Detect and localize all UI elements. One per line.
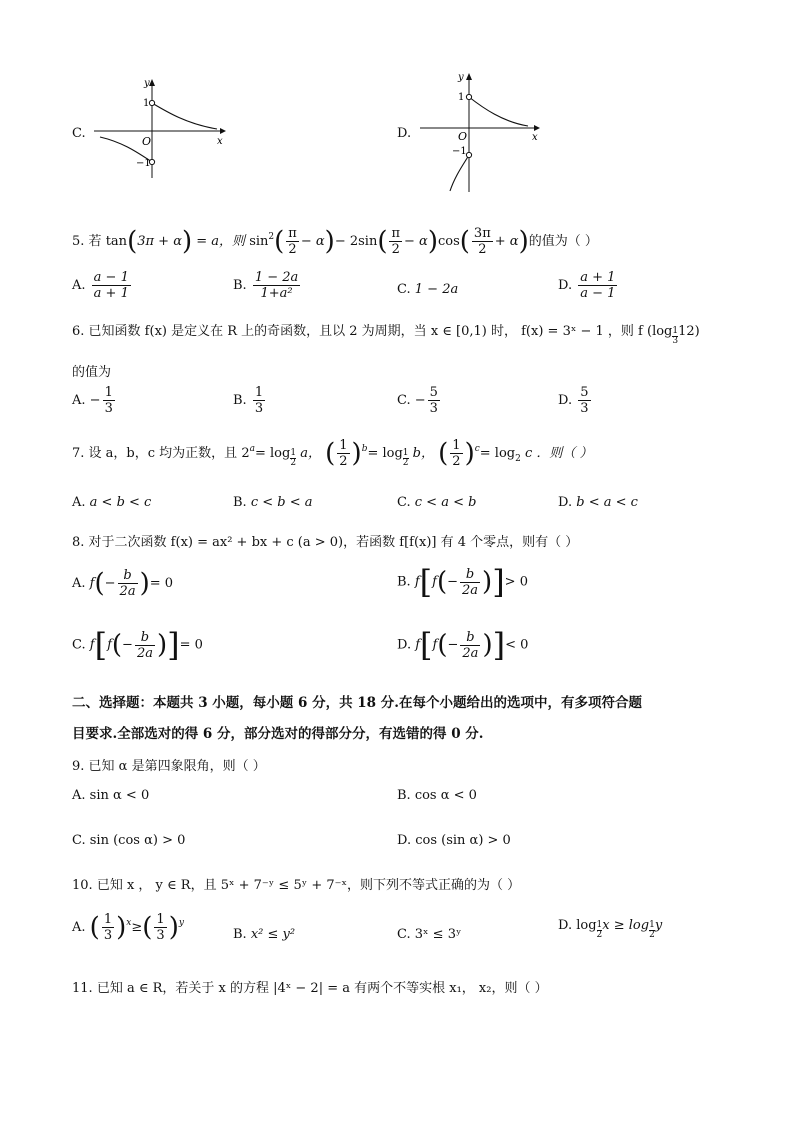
- q5-option-c[interactable]: [397, 282, 458, 297]
- q7-frac-den-b: 2: [339, 454, 348, 469]
- graph-c: [92, 74, 232, 178]
- q7-a-var: a，: [300, 446, 321, 461]
- q5-arg: 3π + α: [137, 234, 182, 249]
- q8-number: 8.: [72, 535, 85, 550]
- q5-cos: cos: [437, 234, 460, 249]
- q8-c-b: b: [135, 630, 155, 646]
- option-d-label: D.: [397, 126, 412, 141]
- q5-number: 5.: [72, 234, 85, 249]
- q6-line1: [72, 320, 700, 346]
- q9-number: 9.: [72, 759, 85, 774]
- q5-option-b-den: 1+a²: [260, 286, 293, 301]
- q7-two: 2: [241, 446, 250, 461]
- q7-c-var: c ．则（ ）: [525, 446, 593, 461]
- q5-option-a-num: a − 1: [93, 270, 129, 285]
- q8-option-a-tail: = 0: [149, 576, 174, 591]
- q5-option-a-den: a + 1: [93, 286, 129, 301]
- q9-text: 已知 α 是第四象限角，则（ ）: [88, 759, 266, 774]
- q10-d-base-num-1: 1: [596, 920, 603, 930]
- graph-c-tick-neg1: −1: [136, 158, 151, 169]
- q6-option-a-num: 1: [104, 385, 113, 400]
- q6-option-d[interactable]: [558, 385, 593, 416]
- q10-text: 已知 x ， y ∈ R，且 5ˣ + 7⁻ʸ ≤ 5ʸ + 7⁻ˣ，则下列不等式正确的为（ ）: [96, 878, 521, 893]
- q7-frac-den-c: 2: [452, 454, 461, 469]
- q6-option-b-num: 1: [254, 385, 264, 400]
- q7-option-d-text: b < a < c: [576, 495, 638, 510]
- option-c-label: C.: [72, 126, 86, 141]
- q10-option-b-text: x² ≤ y²: [250, 927, 296, 942]
- q6-f-log: f (log: [638, 324, 673, 339]
- graph-d-y-label: y: [458, 72, 464, 83]
- q10-a-exp-y: y: [178, 918, 184, 928]
- graph-c-tick-1: 1: [143, 98, 150, 109]
- graph-d: [418, 68, 548, 194]
- q5-minus-alpha-2: − α: [404, 234, 428, 249]
- q9-option-c-text: sin (cos α) > 0: [89, 833, 186, 848]
- graph-d-x-label: x: [532, 132, 538, 143]
- q8-line: [72, 531, 578, 550]
- q6-log-base-num: 1: [672, 326, 679, 336]
- q10-a-geq: ≥: [131, 920, 143, 935]
- q6-option-c[interactable]: [397, 385, 442, 416]
- q5-two-1: 2: [288, 242, 297, 257]
- q8-d-2a: 2a: [462, 645, 479, 661]
- q10-option-b-label: B.: [233, 927, 247, 942]
- q8-option-d-label: D.: [397, 637, 412, 653]
- q5-tan: tan: [105, 234, 128, 249]
- q8-option-b[interactable]: B. f[f(− $\frac{b}{2a}$ )]> 0: [397, 563, 528, 601]
- q7-option-d-label: D.: [558, 495, 573, 510]
- q8-option-a-label: A.: [72, 576, 86, 591]
- q10-d-y: y: [654, 918, 663, 933]
- q9-option-d-text: cos (sin α) > 0: [415, 833, 511, 848]
- q10-a-num-2: 1: [156, 912, 165, 927]
- q6-option-a[interactable]: [72, 385, 117, 416]
- graph-d-origin: O: [458, 130, 468, 143]
- q5-option-d-label: D.: [558, 278, 573, 293]
- q9-line: [72, 755, 266, 774]
- q5-option-b-num: 1 − 2a: [254, 270, 299, 285]
- q11-number: 11.: [72, 981, 93, 996]
- q11-line: [72, 977, 548, 996]
- q5-pi-2: π: [391, 226, 401, 241]
- q10-option-c-text: 3ˣ ≤ 3ʸ: [414, 927, 462, 942]
- q10-option-a-label: A.: [72, 920, 86, 935]
- q6-option-a-sign: −: [89, 393, 101, 408]
- q8-text: 对于二次函数 f(x) = ax² + bx + c (a > 0)，若函数 f[f(x)] 有 4 个零点，则有（ ）: [88, 535, 579, 550]
- q8-option-c-tail: = 0: [179, 637, 203, 653]
- q5-minus-alpha-1: − α: [300, 234, 325, 249]
- q6-line2: 的值为: [72, 365, 112, 380]
- q7-eq-log-2: = log: [367, 446, 403, 461]
- q5-option-d-den: a − 1: [580, 286, 616, 301]
- q10-line: [72, 874, 520, 893]
- q8-a-2a: 2a: [119, 584, 136, 599]
- graph-c-origin: O: [142, 135, 152, 148]
- q7-frac-num-c: 1: [452, 438, 461, 453]
- q10-option-d-label: D.: [558, 918, 573, 933]
- q6-number: 6.: [72, 324, 85, 339]
- q5-option-a-label: A.: [72, 278, 86, 293]
- q5-sin2: sin: [249, 234, 269, 249]
- q7-option-c-label: C.: [397, 495, 411, 510]
- q9-option-a-label: A.: [72, 788, 86, 803]
- q9-option-d[interactable]: [397, 833, 511, 848]
- q9-option-c[interactable]: [72, 833, 185, 848]
- q9-option-c-label: C.: [72, 833, 86, 848]
- q6-option-b-label: B.: [233, 393, 247, 408]
- q10-option-c[interactable]: [397, 927, 461, 942]
- q7-a-exp: a: [249, 444, 255, 454]
- q10-option-c-label: C.: [397, 927, 411, 942]
- q5-minus-2sin: − 2sin: [334, 234, 378, 249]
- q7-option-b-text: c < b < a: [250, 495, 313, 510]
- q10-option-b[interactable]: [233, 927, 295, 942]
- q5-line: 5. 若 tan(3π + α) = a，则 $\sin^2$( $\frac{\pi}{2}$ − α)− 2sin( $\frac{\pi}{2}$ − α)cos( $\frac{3\pi}{2}$ + α)的值为（ ）: [72, 226, 598, 257]
- q5-option-d-num: a + 1: [580, 270, 616, 285]
- q8-c-2a: 2a: [136, 645, 153, 661]
- q8-option-c-label: C.: [72, 637, 86, 653]
- q10-d-log-1: log: [576, 918, 597, 933]
- q5-pi-1: π: [288, 226, 297, 241]
- q8-option-b-label: B.: [397, 574, 411, 590]
- q5-pre: 若: [88, 234, 102, 249]
- q6-log-base-den: 3: [672, 336, 679, 346]
- q6-option-a-label: A.: [72, 393, 86, 408]
- q7-option-a-text: a < b < c: [89, 495, 152, 510]
- q9-option-b-label: B.: [397, 788, 411, 803]
- graph-d-tick-neg1: −1: [452, 146, 467, 157]
- q5-option-c-text: 1 − 2a: [414, 282, 459, 297]
- q10-a-den-1: 3: [103, 928, 113, 943]
- q8-d-b: b: [460, 630, 480, 646]
- q6-text: 已知函数 f(x) 是定义在 R 上的奇函数，且以 2 为周期，当 x ∈ [0,1) 时， f(x) = 3ˣ − 1 ，则: [88, 324, 634, 339]
- q7-log2-base: 2: [515, 454, 521, 464]
- q5-plus-alpha: + α: [494, 234, 519, 249]
- q7-half-num-1: 1: [290, 448, 297, 458]
- q10-d-base-num-2: 1: [649, 920, 655, 930]
- q5-two-3: 2: [478, 242, 487, 257]
- q6-option-c-den: 3: [429, 401, 438, 416]
- q6-option-d-num: 5: [580, 385, 589, 400]
- q7-option-b-label: B.: [233, 495, 247, 510]
- q5-option-d[interactable]: [558, 270, 619, 301]
- q8-option-a[interactable]: A. f(− $\frac{b}{2a}$ )= 0: [72, 568, 174, 599]
- section2-line2: 目要求.全部选对的得 6 分，部分选对的得部分分，有选错的得 0 分.: [72, 726, 484, 742]
- q11-text: 已知 a ∈ R，若关于 x 的方程 |4ˣ − 2| = a 有两个不等实根 x₁， x₂，则（ ）: [96, 981, 548, 996]
- q5-option-b[interactable]: [233, 270, 302, 301]
- q9-option-b-text: cos α < 0: [414, 788, 477, 803]
- q9-option-a[interactable]: [72, 788, 149, 803]
- q7-option-a-label: A.: [72, 495, 86, 510]
- q8-option-b-tail: > 0: [504, 574, 528, 590]
- q7-option-b[interactable]: [233, 495, 313, 510]
- q6-log-arg: 12): [678, 324, 700, 339]
- q10-d-base-den-1: 2: [596, 930, 603, 940]
- q10-a-num-1: 1: [103, 912, 113, 927]
- q8-a-b: b: [118, 568, 138, 584]
- q5-option-b-label: B.: [233, 278, 247, 293]
- q7-line: 7. 设 a，b，c 均为正数，且 $2^a= \log$ $\frac{1}{2}$ a， ( $\frac{1}{2}$ )$^b$= log $\frac{1}{2}$ b， ( $\frac{1}{2}$ )$^c= \log_2 c$ ．则（ ）: [72, 438, 593, 469]
- q7-option-a[interactable]: [72, 495, 151, 510]
- q6-option-b-den: 3: [254, 401, 264, 416]
- section2-line1: 二、选择题：本题共 3 小题，每小题 6 分，共 18 分.在每个小题给出的选项中，有多项符合题: [72, 695, 642, 711]
- q10-option-d[interactable]: [558, 918, 662, 940]
- q7-half-den-2: 2: [402, 458, 409, 468]
- graph-d-tick-1: 1: [458, 92, 465, 103]
- q8-option-d-tail: < 0: [505, 637, 529, 653]
- q6-option-a-den: 3: [104, 401, 113, 416]
- q10-d-base-den-2: 2: [649, 930, 655, 940]
- q7-b-var: b，: [412, 446, 434, 461]
- q5-two-2: 2: [391, 242, 400, 257]
- q10-a-exp-x: x: [126, 918, 132, 928]
- q7-text1: 设 a，b，c 均为正数，且: [88, 446, 238, 461]
- q10-number: 10.: [72, 878, 93, 893]
- q6-option-d-label: D.: [558, 393, 573, 408]
- q10-d-x-geq-log: x ≥ log: [602, 918, 650, 933]
- q5-eq-a: = a，则: [196, 234, 246, 249]
- q7-eq-log-1: = log: [254, 446, 291, 461]
- q10-option-a[interactable]: A. ( $\frac{1}{3}$ )$^x$≥( $\frac{1}{3}$ )$^y$: [72, 912, 184, 943]
- q9-option-a-text: sin α < 0: [89, 788, 150, 803]
- q7-option-d[interactable]: [558, 495, 638, 510]
- q6-option-c-num: 5: [429, 385, 438, 400]
- q10-a-den-2: 3: [156, 928, 165, 943]
- q8-option-d[interactable]: D. f[f(− $\frac{b}{2a}$ )]< 0: [397, 626, 529, 664]
- q6-option-c-label: C.: [397, 393, 411, 408]
- q8-option-c[interactable]: C. f[f(− $\frac{b}{2a}$ )]= 0: [72, 626, 203, 664]
- q7-c-exp: c: [474, 444, 480, 454]
- q5-3pi: 3π: [473, 226, 491, 241]
- q7-frac-num-b: 1: [339, 438, 348, 453]
- q5-option-c-label: C.: [397, 282, 411, 297]
- q5-tail: 的值为（ ）: [528, 234, 598, 249]
- q6-option-d-den: 3: [580, 401, 589, 416]
- q7-half-num-2: 1: [402, 448, 409, 458]
- q8-b-2a: 2a: [462, 582, 479, 598]
- graph-c-y-label: y: [144, 78, 150, 89]
- q9-option-d-label: D.: [397, 833, 412, 848]
- q7-half-den-1: 2: [290, 458, 297, 468]
- graph-c-x-label: x: [217, 136, 223, 147]
- q7-b-exp: b: [361, 444, 368, 454]
- q5-option-a[interactable]: [72, 270, 133, 301]
- q7-number: 7.: [72, 446, 85, 461]
- q6-option-b[interactable]: [233, 385, 267, 416]
- q9-option-b[interactable]: [397, 788, 477, 803]
- q8-b-b: b: [460, 567, 480, 583]
- q6-option-c-sign: −: [414, 393, 426, 408]
- q7-option-c[interactable]: [397, 495, 476, 510]
- q7-option-c-text: c < a < b: [414, 495, 477, 510]
- q7-eq-log2: = log: [479, 446, 516, 461]
